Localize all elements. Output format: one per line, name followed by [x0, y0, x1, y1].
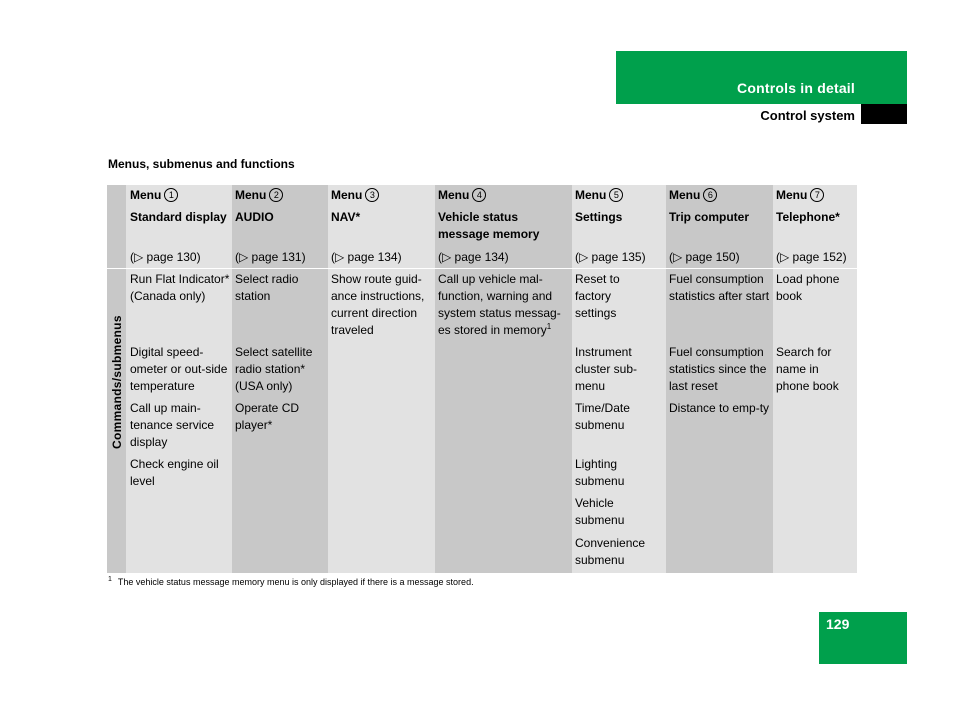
menu-name-5: Settings [575, 210, 623, 224]
menu-header-4: Menu 4 [438, 187, 486, 204]
list-item: Time/Date submenu [575, 401, 630, 432]
list-item: Operate CD player* [235, 401, 300, 432]
circled-number: 7 [810, 188, 824, 202]
menu-page-2: (▷ page 131) [235, 250, 306, 264]
menu-header-2: Menu 2 [235, 187, 283, 204]
footnote-text: The vehicle status message memory menu is only displayed if there is a message stored. [117, 577, 474, 587]
list-item: Select satellite radio station* (USA only) [235, 345, 313, 393]
list-item: Select radio station [235, 272, 299, 303]
menu-header-7: Menu 7 [776, 187, 824, 204]
menu-name-6: Trip computer [669, 210, 750, 224]
circled-number: 4 [472, 188, 486, 202]
menu-name-7: Telephone* [776, 210, 840, 224]
circled-number: 1 [164, 188, 178, 202]
header-title: Controls in detail [737, 80, 855, 96]
list-item: Check engine oil level [130, 457, 219, 488]
list-item: Lighting submenu [575, 457, 625, 488]
menu-name-4: Vehicle status message memory [438, 210, 540, 241]
header-divider [107, 268, 857, 269]
menu-page-1: (▷ page 130) [130, 250, 201, 264]
header-subtitle: Control system [760, 108, 855, 123]
menu-page-4: (▷ page 134) [438, 250, 509, 264]
list-item: Load phone book [776, 272, 840, 303]
footnote-marker: 1 [546, 322, 552, 331]
list-item: Call up main-tenance service display [130, 401, 215, 449]
circled-number: 5 [609, 188, 623, 202]
menu-header-1: Menu 1 [130, 187, 178, 204]
side-label: Commands/submenus [110, 315, 124, 449]
header-black-tab [861, 104, 907, 124]
circled-number: 3 [365, 188, 379, 202]
section-title: Menus, submenus and functions [108, 157, 295, 171]
list-item: Fuel consumption statistics after start [669, 272, 770, 303]
list-item: Instrument cluster sub-menu [575, 345, 638, 393]
list-item: Fuel consumption statistics since the last reset [669, 345, 767, 393]
column-bg-3 [328, 185, 435, 573]
footnote-mark: 1 [108, 576, 112, 583]
menu-header-6: Menu 6 [669, 187, 717, 204]
list-item: Distance to emp-ty [669, 401, 770, 415]
menu-header-5: Menu 5 [575, 187, 623, 204]
list-item: Digital speed-ometer or out-side temperature [130, 345, 228, 393]
footnote [108, 577, 474, 587]
menu-page-5: (▷ page 135) [575, 250, 646, 264]
list-item: Vehicle submenu [575, 496, 625, 527]
menu-page-7: (▷ page 152) [776, 250, 847, 264]
menu-header-3: Menu 3 [331, 187, 379, 204]
list-item: Show route guid-ance instructions, current direction traveled [331, 272, 425, 337]
circled-number: 2 [269, 188, 283, 202]
circled-number: 6 [703, 188, 717, 202]
menu-name-3: NAV* [331, 210, 361, 224]
list-item: Search for name in phone book [776, 345, 839, 393]
list-item: Reset to factory settings [575, 272, 620, 320]
menu-name-1: Standard display [130, 210, 227, 224]
menu-page-3: (▷ page 134) [331, 250, 402, 264]
page-number: 129 [826, 616, 850, 632]
list-item: Convenience submenu [575, 536, 646, 567]
list-item: Run Flat Indicator* (Canada only) [130, 272, 230, 303]
menu-page-6: (▷ page 150) [669, 250, 740, 264]
header-green-bar [616, 51, 907, 104]
list-item: Call up vehicle mal-function, warning and system status messag-es stored in memory$^1$ [438, 272, 561, 337]
menu-name-2: AUDIO [235, 210, 274, 224]
column-bg-4 [435, 185, 572, 573]
